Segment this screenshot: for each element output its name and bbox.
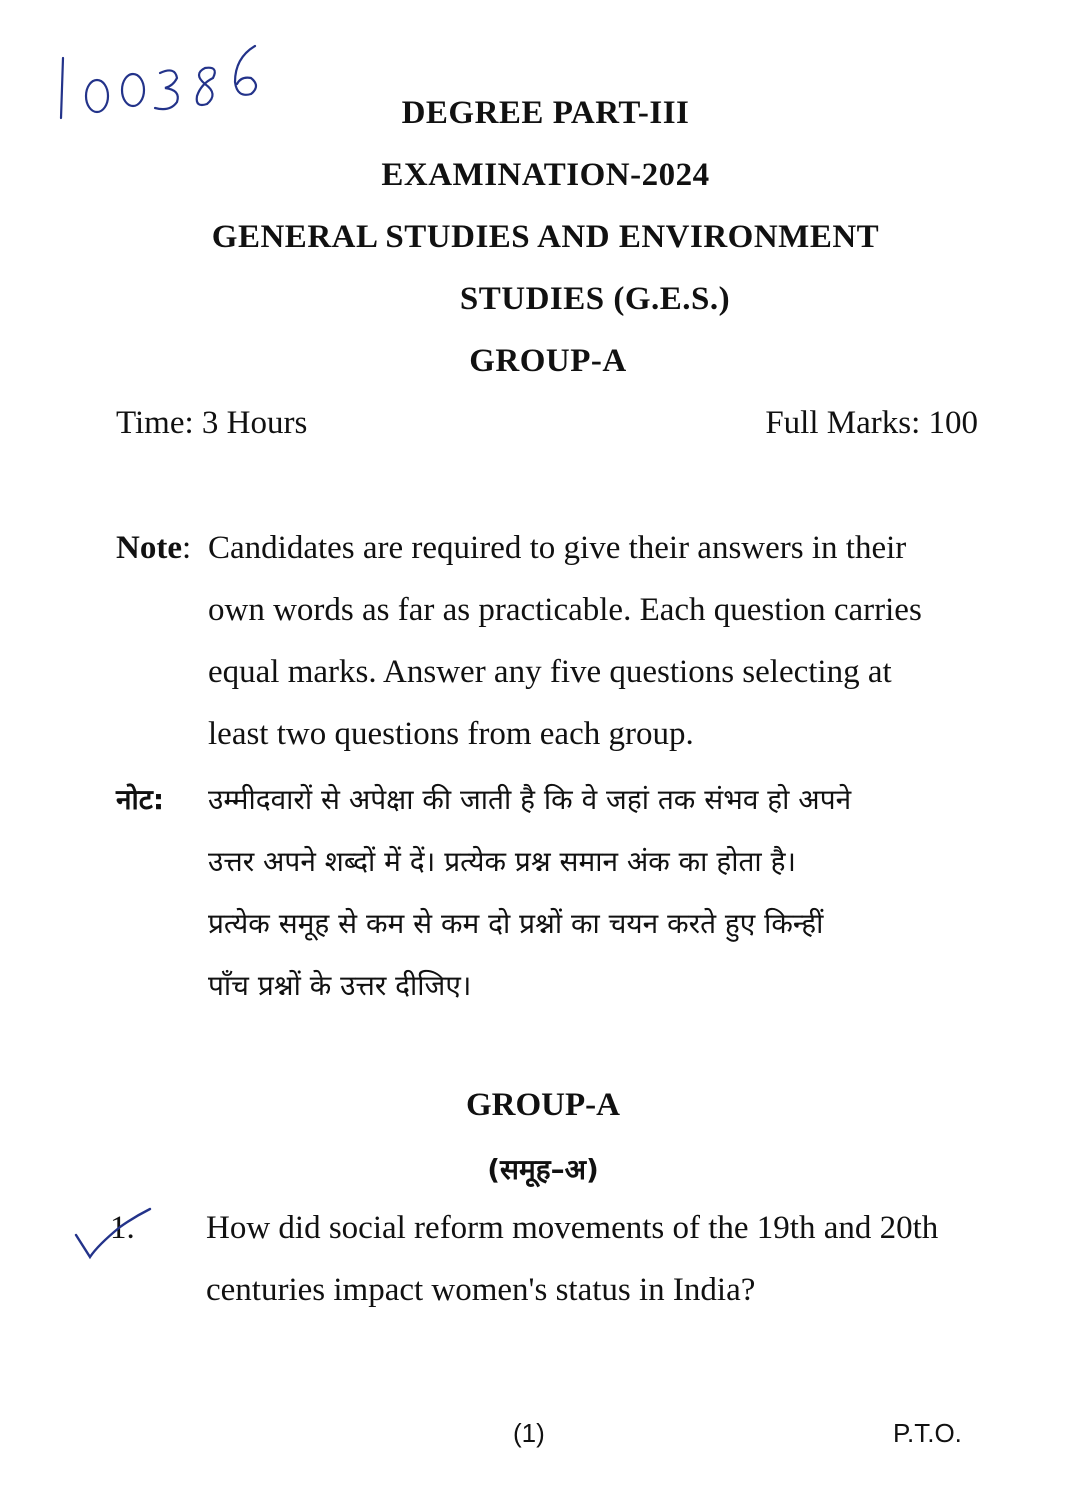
full-marks: Full Marks: 100 (765, 405, 978, 441)
hindi-note-line: पाँच प्रश्नों के उत्तर दीजिए। (208, 969, 472, 1002)
section-subtitle: (समूह–अ) (487, 1153, 599, 1186)
page-number: (1) (513, 1418, 545, 1448)
note-line: least two questions from each group. (208, 716, 694, 752)
note-line: equal marks. Answer any five questions selecting at (208, 654, 892, 690)
hindi-note-label: नोट: (116, 783, 165, 816)
note-line: Candidates are required to give their answers in their (208, 530, 907, 566)
question-text-line: centuries impact women's status in India? (206, 1272, 756, 1308)
note-label (116, 530, 191, 567)
section-title: GROUP-A (466, 1087, 620, 1123)
hindi-note-line: उत्तर अपने शब्दों में दें। प्रत्येक प्रश्न समान अंक का होता है। (208, 845, 797, 878)
subject-title-line1: GENERAL STUDIES AND ENVIRONMENT (211, 219, 880, 255)
question-number: 1. (110, 1210, 135, 1246)
examination-title: EXAMINATION-2024 (381, 157, 710, 193)
question-text-line: How did social reform movements of the 19th and 20th (206, 1210, 939, 1246)
time-allowed: Time: 3 Hours (116, 405, 308, 441)
group-heading: GROUP-A (469, 343, 627, 379)
hindi-note-line: प्रत्येक समूह से कम से कम दो प्रश्नों का चयन करते हुए किन्हीं (208, 907, 824, 940)
note-line: own words as far as practicable. Each question carries (208, 592, 922, 628)
subject-title-line2: STUDIES (G.E.S.) (459, 281, 731, 317)
hindi-note-line: उम्मीदवारों से अपेक्षा की जाती है कि वे जहां तक संभव हो अपने (208, 783, 852, 816)
please-turn-over: P.T.O. (893, 1418, 962, 1448)
checkmark-icon (68, 1205, 158, 1265)
note-label-text: Note (116, 530, 182, 566)
note-colon: : (181, 530, 192, 566)
degree-title: DEGREE PART-III (401, 95, 690, 131)
